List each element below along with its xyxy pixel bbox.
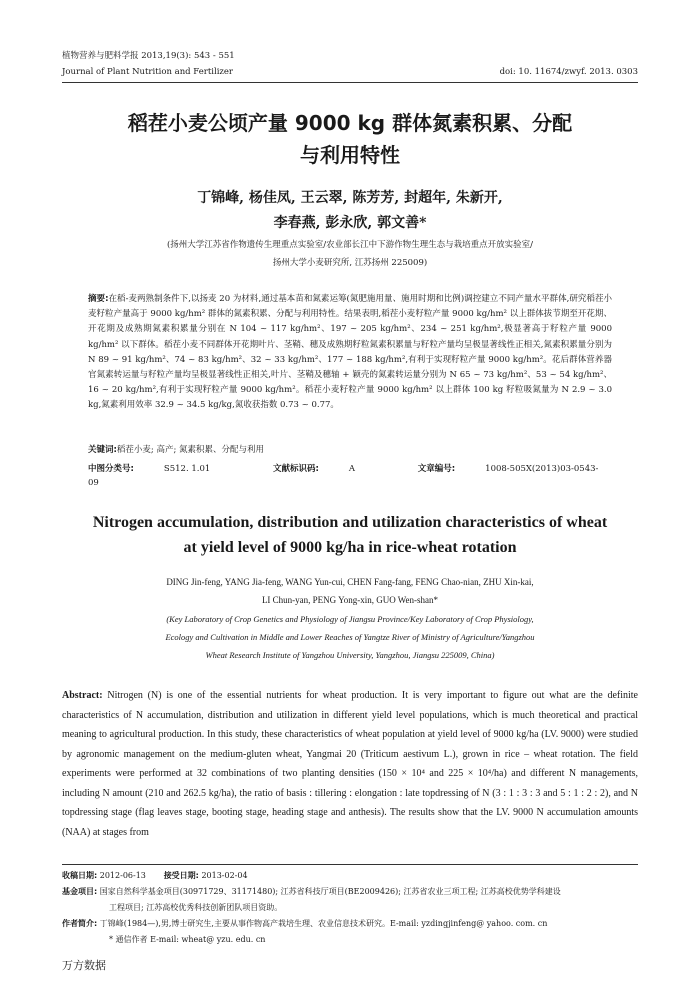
received-value: 2012-06-13 [99,871,146,880]
english-abstract-text: Nitrogen (N) is one of the essential nutrients for wheat production. It is very important to figure out what are the definite characteristics of N accumulation, distribution and utilization in different yield level populations, which is much theoretical and practical meaning to agricultural production. In this study, these characteristics of wheat population at yield level of 9000 kg/ha (LV. 9000) were studied by agronomic management on the medium-gluten wheat, Yangmai 20 (Triticum aestivum L.), grown in rice – wheat rotation. The field experiments were performed at 32 combinations of two planting densities (150 × 10⁴ and 225 × 10⁴/ha) and different N managements, including N amount (210 and 262.5 kg/ha), the ratio of basis : tillering : elongation : late topdressing of N (3 : 1 : 3 : 3 and 5 : 1 : 2 : 2), and N topdressing stage (flag leaves stage, booting stage, heading stage and anthesis). The results show that the LV. 9000 N accumulation amounts (NAA) at stages from [62,690,638,838]
chinese-abstract [88,292,612,414]
article-no-label: 文章编号: [417,464,456,474]
author-label: 作者简介: [62,919,98,928]
accepted-label: 接受日期: [163,871,199,880]
doi: doi: 10. 11674/zwyf. 2013. 0303 [499,67,638,77]
english-title-line-2: at yield level of 9000 kg/ha in rice-wheat rotation [183,539,517,556]
corresponding-author: * 通信作者 E-mail: wheat@ yzu. edu. cn [109,935,266,944]
chinese-title-line-2: 与利用特性 [300,143,400,167]
author-text: 丁锦峰(1984—),男,博士研究生,主要从事作物高产栽培生理、农业信息技术研究。E-mail: yzdingjinfeng@ yahoo. com. cn [99,919,548,928]
author-footnote [62,917,638,930]
keywords-text: 稻茬小麦; 高产; 氮素积累、分配与利用 [116,445,265,455]
journal-name-cn: 植物营养与肥料学报 2013,19(3): 543 - 551 [62,51,235,61]
english-abstract-label: Abstract: [62,690,103,701]
dates-footnote [62,869,638,882]
chinese-authors-line-1: 丁锦峰, 杨佳凤, 王云翠, 陈芳芳, 封超年, 朱新开, [197,190,503,206]
chinese-abstract-label: 摘要: [88,294,109,304]
fund-text-1: 国家自然科学基金项目(30971729、31171480); 江苏省科技厅项目(BE2009426); 江苏省农业三项工程; 江苏高校优势学科建设 [99,887,561,896]
english-authors-line-1: DING Jin-feng, YANG Jia-feng, WANG Yun-cui, CHEN Fang-fang, FENG Chao-nian, ZHU Xin-kai, [166,577,534,587]
english-abstract [62,686,638,842]
journal-name-en: Journal of Plant Nutrition and Fertilizer [62,67,233,77]
english-affiliation-line-1: (Key Laboratory of Crop Genetics and Physiology of Jiangsu Province/Key Laboratory of Crop Physiology, [166,614,534,624]
chinese-title-line-1: 稻茬小麦公顷产量 9000 kg 群体氮素积累、分配 [127,111,573,135]
chinese-authors-line-2: 李春燕, 彭永欣, 郭文善* [273,215,427,231]
english-affiliation-line-2: Ecology and Cultivation in Middle and Lower Reaches of Yangtze River of Ministry of Agriculture/Yangzhou [165,632,535,642]
classification-line [88,462,612,490]
doc-code-label: 文献标识码: [273,464,319,474]
watermark: 万方数据 [62,959,106,972]
english-title-line-1: Nitrogen accumulation, distribution and utilization characteristics of wheat [92,514,608,531]
fund-footnote [62,885,638,898]
clc-label: 中图分类号: [88,464,134,474]
doc-code-value: A [348,464,356,474]
keywords-label: 关键词: [88,445,117,455]
fund-label: 基金项目: [62,887,98,896]
english-authors-line-2: LI Chun-yan, PENG Yong-xin, GUO Wen-shan* [261,595,439,605]
fund-text-2: 工程项目; 江苏高校优秀科技创新团队项目资助。 [109,903,283,912]
english-affiliation-line-3: Wheat Research Institute of Yangzhou University, Yangzhou, Jiangsu 225009, China) [205,650,495,660]
header-divider [62,82,638,83]
chinese-affiliation-line-1: (扬州大学江苏省作物遗传生理重点实验室/农业部长江中下游作物生理生态与栽培重点开放实验室/ [166,240,534,250]
chinese-keywords [88,443,612,457]
clc-value: S512. 1.01 [163,464,211,474]
received-label: 收稿日期: [62,871,98,880]
article-no-value: 1008-505X(2013)03-0543-09 [88,464,599,488]
footnote-divider [62,864,638,865]
chinese-affiliation-line-2: 扬州大学小麦研究所, 江苏扬州 225009) [272,258,428,268]
chinese-abstract-text: 在稻-麦两熟制条件下,以扬麦 20 为材料,通过基本苗和氮素运筹(氮肥施用量、施用时期和比例)调控建立不同产量水平群体,研究稻茬小麦籽粒产量高于 9000 kg/hm² 群体的氮素积累、分配与利用特性。结果表明,稻茬小麦籽粒产量 9000 kg/hm² 以上群体拔节期至开花期、开花期及成熟期氮素积累量分别在 N 104 ~ 117 kg/hm²、197 ~ 205 kg/hm²、234 ~ 251 kg/hm²,极显著高于籽粒产量 9000 kg/hm² 以下群体。稻茬小麦不同群体开花期叶片、茎鞘、穗及成熟期籽粒氮素积累量与籽粒产量均呈极显著线性正相关,氮素积累量分别为 N 89 ~ 91 kg/hm²、74 ~ 83 kg/hm²、32 ~ 33 kg/hm²、177 ~ 188 kg/hm²,有利于实现籽粒产量 9000 kg/hm²。花后群体营养器官氮素转运量与籽粒产量均呈极显著线性正相关,叶片、茎鞘及穗轴 + 颖壳的氮素转运量分别为 N 65 ~ 73 kg/hm²、53 ~ 54 kg/hm²、16 ~ 20 kg/hm²,有利于实现籽粒产量 9000 kg/hm²。稻茬小麦籽粒产量 9000 kg/hm² 以上群体 100 kg 籽粒吸氮量为 N 2.9 ~ 3.0 kg,氮素利用效率 32.9 ~ 34.5 kg/kg,氮收获指数 0.73 ~ 0.77。 [88,294,612,411]
accepted-value: 2013-02-04 [201,871,248,880]
